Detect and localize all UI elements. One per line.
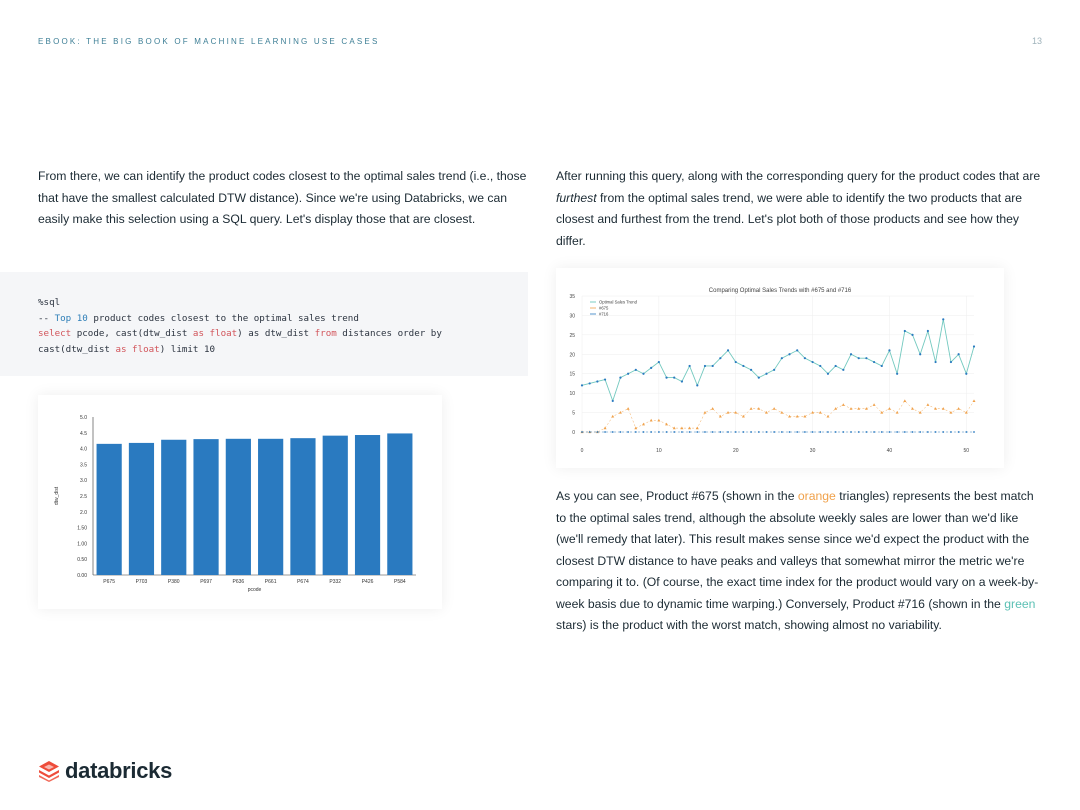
legend-label: #716 xyxy=(599,311,609,317)
star-point xyxy=(596,431,598,433)
triangle-point xyxy=(842,403,845,406)
x-tick-label: P703 xyxy=(135,579,148,585)
star-point xyxy=(804,431,806,433)
bar xyxy=(258,439,283,575)
x-tick-label: 0 xyxy=(580,448,584,454)
triangle-point xyxy=(627,407,630,410)
bar xyxy=(323,436,348,575)
trend-point xyxy=(927,330,929,332)
trend-point xyxy=(819,365,821,367)
x-tick-label: 30 xyxy=(809,448,816,454)
triangle-point xyxy=(673,427,676,430)
star-point xyxy=(973,431,975,433)
star-point xyxy=(912,431,914,433)
trend-point xyxy=(658,361,660,363)
sql-code-block xyxy=(0,272,528,376)
triangle-point xyxy=(973,399,976,402)
y-tick-label: 25 xyxy=(569,332,575,339)
triangle-point xyxy=(773,407,776,410)
trend-point xyxy=(950,361,952,363)
trend-point xyxy=(635,369,637,371)
series-line xyxy=(582,401,974,432)
x-tick-label: P697 xyxy=(200,579,212,585)
bar xyxy=(161,440,186,575)
trend-point xyxy=(873,361,875,363)
star-point xyxy=(881,431,883,433)
trend-point xyxy=(581,384,583,386)
triangle-point xyxy=(642,423,645,426)
code-line-4: cast(dtw_dist as float) limit 10 xyxy=(38,343,216,355)
star-point xyxy=(827,431,829,433)
star-point xyxy=(658,431,660,433)
star-point xyxy=(919,431,921,433)
star-point xyxy=(650,431,652,433)
bar-chart-card xyxy=(38,395,442,609)
star-point xyxy=(935,431,937,433)
y-tick-label: 4.5 xyxy=(80,430,87,437)
triangle-point xyxy=(803,415,806,418)
y-tick-label: 15 xyxy=(569,371,575,378)
trend-point xyxy=(965,373,967,375)
star-point xyxy=(681,431,683,433)
trend-point xyxy=(934,361,936,363)
star-point xyxy=(789,431,791,433)
triangle-point xyxy=(611,415,614,418)
trend-point xyxy=(742,365,744,367)
x-tick-label: P675 xyxy=(103,579,115,585)
sql-code xyxy=(38,295,442,357)
trend-point xyxy=(619,377,621,379)
star-point xyxy=(635,431,637,433)
star-point xyxy=(965,431,967,433)
trend-point xyxy=(835,365,837,367)
bar xyxy=(387,433,412,575)
trend-point xyxy=(765,373,767,375)
databricks-logo-icon xyxy=(38,760,60,782)
y-tick-label: 0.50 xyxy=(77,557,87,564)
series-line xyxy=(582,319,974,401)
star-point xyxy=(904,431,906,433)
trend-point xyxy=(650,367,652,369)
left-paragraph: From there, we can identify the product codes closest to the optimal sales trend (i.e., those that have the smallest calculated DTW distance). Since we're using Databricks, we can easily make this selection using a SQL query. Let's display those that are closest. xyxy=(38,169,527,226)
y-tick-label: 1.50 xyxy=(77,525,87,532)
y-tick-label: 0 xyxy=(572,430,575,436)
right-bottom-paragraph: As you can see, Product #675 (shown in the orange triangles) represents the best match to the optimal sales trend, although the absolute weekly sales are lower than we'd like (we'll remedy that later). This result makes sense since we'd expect the product with the closest DTW distance to have peaks and valleys that somewhat mirror the metric we're comparing it to. (Of course, the exact time index for the product would vary on a week-by-week basis due to dynamic time warping.) Conversely, Product #716 (shown in the green stars) is the product with the worst match, showing almost no variability. xyxy=(556,489,1039,632)
trend-point xyxy=(827,373,829,375)
trend-point xyxy=(865,357,867,359)
triangle-point xyxy=(926,403,929,406)
bar xyxy=(355,435,380,575)
star-point xyxy=(589,431,591,433)
triangle-point xyxy=(834,407,837,410)
trend-point xyxy=(596,380,598,382)
triangle-point xyxy=(850,407,853,410)
x-axis-label: pcode xyxy=(247,587,262,593)
trend-point xyxy=(896,373,898,375)
code-line-2: -- Top 10 product codes closest to the optimal sales trend xyxy=(38,312,359,324)
trend-point xyxy=(604,378,606,380)
trend-point xyxy=(689,365,691,367)
triangle-point xyxy=(865,407,868,410)
y-tick-label: 5 xyxy=(572,410,575,417)
trend-point xyxy=(612,400,614,402)
trend-point xyxy=(973,345,975,347)
star-point xyxy=(927,431,929,433)
star-point xyxy=(735,431,737,433)
trend-point xyxy=(911,334,913,336)
chart-title: Comparing Optimal Sales Trends with #675 and #716 xyxy=(708,288,852,294)
star-point xyxy=(781,431,783,433)
databricks-logo xyxy=(38,758,172,784)
y-tick-label: 20 xyxy=(569,352,575,359)
y-tick-label: 1.00 xyxy=(77,541,87,548)
triangle-point xyxy=(750,407,753,410)
star-point xyxy=(889,431,891,433)
trend-point xyxy=(589,382,591,384)
trend-point xyxy=(758,377,760,379)
star-point xyxy=(743,431,745,433)
y-tick-label: 30 xyxy=(569,313,575,320)
trend-point xyxy=(919,353,921,355)
trend-point xyxy=(811,361,813,363)
bar xyxy=(129,443,154,575)
star-point xyxy=(704,431,706,433)
star-point xyxy=(958,431,960,433)
x-tick-label: 50 xyxy=(963,448,970,454)
star-point xyxy=(942,431,944,433)
star-point xyxy=(673,431,675,433)
y-tick-label: 0.00 xyxy=(77,573,87,579)
trend-point xyxy=(858,357,860,359)
star-point xyxy=(766,431,768,433)
trend-point xyxy=(788,353,790,355)
x-tick-label: P426 xyxy=(361,579,374,585)
dtw-distance-bar-chart xyxy=(38,395,442,609)
trend-point xyxy=(781,357,783,359)
star-point xyxy=(896,431,898,433)
legend-label: Optimal Sales Trend xyxy=(599,299,637,305)
triangle-point xyxy=(650,419,653,422)
trend-point xyxy=(719,357,721,359)
right-top-paragraph: After running this query, along with the corresponding query for the product codes that are furthest from the optimal sales trend, we were able to identify the two products that are closest and furthest from the trend. Let's plot both of those products and see how they differ. xyxy=(556,169,1041,248)
x-tick-label: P380 xyxy=(167,579,180,585)
triangle-point xyxy=(665,423,668,426)
orange-highlight: orange xyxy=(797,489,836,503)
triangle-point xyxy=(873,403,876,406)
y-tick-label: 2.0 xyxy=(80,509,87,516)
triangle-point xyxy=(634,427,637,430)
bar xyxy=(193,439,218,575)
x-tick-label: 40 xyxy=(886,448,893,454)
x-tick-label: P674 xyxy=(297,579,309,585)
bar xyxy=(97,444,122,575)
star-point xyxy=(689,431,691,433)
green-highlight: green xyxy=(1004,596,1036,611)
emphasis-furthest: furthest xyxy=(556,190,597,205)
star-point xyxy=(796,431,798,433)
star-point xyxy=(612,431,614,433)
line-chart-card xyxy=(556,268,1004,468)
bar xyxy=(290,438,315,575)
x-tick-label: P584 xyxy=(394,579,406,585)
triangle-point xyxy=(657,419,660,422)
triangle-point xyxy=(942,407,945,410)
trend-point xyxy=(881,365,883,367)
y-tick-label: 5.0 xyxy=(80,415,87,421)
trend-point xyxy=(627,373,629,375)
trend-point xyxy=(704,365,706,367)
star-point xyxy=(812,431,814,433)
trend-point xyxy=(735,361,737,363)
y-tick-label: 10 xyxy=(569,391,575,398)
star-point xyxy=(819,431,821,433)
legend-label: #675 xyxy=(599,305,609,311)
trend-point xyxy=(642,373,644,375)
y-tick-label: 2.5 xyxy=(80,494,87,500)
trend-point xyxy=(696,384,698,386)
star-point xyxy=(865,431,867,433)
page-number: 13 xyxy=(1031,36,1042,46)
star-point xyxy=(873,431,875,433)
x-tick-label: P661 xyxy=(264,579,277,585)
bar xyxy=(226,439,251,575)
logo-text: databricks xyxy=(65,758,173,783)
trend-point xyxy=(681,380,683,382)
code-line-3: select pcode, cast(dtw_dist as float) as dtw_dist from distances order by xyxy=(38,328,442,339)
trend-point xyxy=(712,365,714,367)
triangle-point xyxy=(957,407,960,410)
trend-point xyxy=(850,353,852,355)
star-point xyxy=(850,431,852,433)
trend-point xyxy=(796,349,798,351)
trend-point xyxy=(942,318,944,320)
trend-point xyxy=(804,357,806,359)
trend-point xyxy=(750,369,752,371)
star-point xyxy=(950,431,952,433)
star-point xyxy=(643,431,645,433)
trend-point xyxy=(773,369,775,371)
ebook-header-title: EBOOK: THE BIG BOOK OF MACHINE LEARNING USE CASES xyxy=(38,37,380,46)
trend-point xyxy=(665,377,667,379)
star-point xyxy=(727,431,729,433)
star-point xyxy=(581,431,583,433)
star-point xyxy=(604,431,606,433)
y-axis-label: dtw_dist xyxy=(54,486,60,506)
star-point xyxy=(719,431,721,433)
triangle-point xyxy=(934,407,937,410)
star-point xyxy=(835,431,837,433)
y-tick-label: 35 xyxy=(569,294,575,300)
star-point xyxy=(750,431,752,433)
trend-point xyxy=(904,330,906,332)
star-point xyxy=(627,431,629,433)
triangle-point xyxy=(711,407,714,410)
trend-point xyxy=(727,349,729,351)
star-point xyxy=(758,431,760,433)
y-tick-label: 4.0 xyxy=(80,446,87,453)
star-point xyxy=(858,431,860,433)
star-point xyxy=(620,431,622,433)
trend-point xyxy=(958,353,960,355)
code-line-1: %sql xyxy=(38,297,61,308)
triangle-point xyxy=(888,407,891,410)
x-tick-label: P636 xyxy=(232,579,245,585)
y-tick-label: 3.5 xyxy=(80,462,87,469)
star-point xyxy=(842,431,844,433)
star-point xyxy=(666,431,668,433)
star-point xyxy=(696,431,698,433)
x-tick-label: 20 xyxy=(732,448,739,454)
triangle-point xyxy=(903,399,906,402)
sales-trend-line-chart xyxy=(556,268,1004,468)
star-point xyxy=(712,431,714,433)
x-tick-label: P332 xyxy=(329,579,342,585)
triangle-point xyxy=(757,407,760,410)
triangle-point xyxy=(857,407,860,410)
trend-point xyxy=(673,377,675,379)
y-tick-label: 3.0 xyxy=(80,478,87,485)
trend-point xyxy=(842,369,844,371)
trend-point xyxy=(888,349,890,351)
star-point xyxy=(773,431,775,433)
x-tick-label: 10 xyxy=(656,448,662,454)
